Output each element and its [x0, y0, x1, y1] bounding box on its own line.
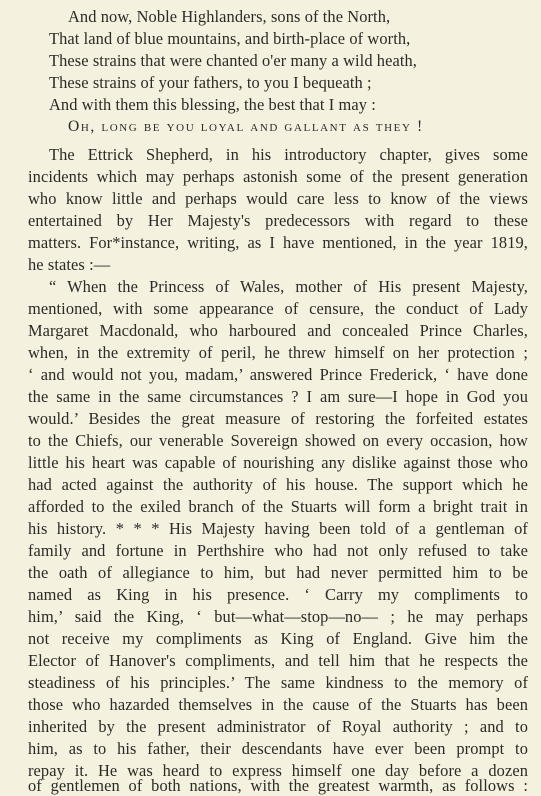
- quote-line: his history. * * * His Majesty having been told of a gentleman of: [28, 519, 528, 538]
- poem-line-closing: Oh, long be you loyal and gallant as they !: [68, 118, 424, 135]
- quote-line: to the Chiefs, our venerable Sovereign showed on every occasion, how: [28, 431, 528, 450]
- quote-line: him,’ said the King, ‘ but—what—stop—no— ; he may perhaps: [28, 607, 528, 626]
- quote-line: the same in the same circumstances ? I am sure—I hope in God you: [28, 387, 528, 406]
- quote-line: repay it. He was heard to express himself one day before a dozen: [28, 761, 528, 780]
- quote-line: not receive my compliments as King of England. Give him the: [28, 629, 528, 648]
- quote-line: afforded to the exiled branch of the Stuarts will form a bright trait in: [28, 497, 528, 516]
- paragraph-line: incidents which may perhaps astonish some of the present generation: [28, 167, 528, 186]
- poem-line: These strains of your fathers, to you I bequeath ;: [49, 73, 372, 92]
- paragraph-line: The Ettrick Shepherd, in his introductory chapter, gives some: [49, 145, 528, 164]
- quote-line: Elector of Hanover's compliments, and tell him that he respects the: [28, 651, 528, 670]
- paragraph-line: who know little and perhaps would care less to know of the views: [28, 189, 528, 208]
- poem-line: And with them this blessing, the best that I may :: [49, 95, 376, 114]
- quote-line: ‘ and would not you, madam,’ answered Prince Frederick, ‘ have done: [28, 365, 528, 384]
- quote-line: family and fortune in Perthshire who had not only refused to take: [28, 541, 528, 560]
- quote-line: would.’ Besides the great measure of restoring the forfeited estates: [28, 409, 528, 428]
- quote-line: the oath of allegiance to him, but had never permitted him to be: [28, 563, 528, 582]
- quote-line: steadiness of his principles.’ The same kindness to the memory of: [28, 673, 528, 692]
- quote-line: named as King in his presence. ‘ Carry my compliments to: [28, 585, 528, 604]
- quote-line: inherited by the present administrator of Royal authority ; and to: [28, 717, 528, 736]
- quote-line: had acted against the authority of his house. The support which he: [28, 475, 528, 494]
- quote-line: “ When the Princess of Wales, mother of His present Majesty,: [49, 277, 528, 296]
- quote-line: those who hazarded themselves in the cause of the Stuarts has been: [28, 695, 528, 714]
- quote-line: Margaret Macdonald, who harboured and concealed Prince Charles,: [28, 321, 528, 340]
- paragraph-line: entertained by Her Majesty's predecessors with regard to these: [28, 211, 528, 230]
- quote-line: mentioned, with some appearance of censure, the conduct of Lady: [28, 299, 528, 318]
- quote-line: little his heart was capable of nourishing any dislike against those who: [28, 453, 528, 472]
- paragraph-line: matters. For*instance, writing, as I have mentioned, in the year 1819,: [28, 233, 528, 252]
- poem-line: And now, Noble Highlanders, sons of the North,: [68, 7, 391, 26]
- quote-line: of gentlemen of both nations, with the greatest warmth, as follows :: [28, 776, 528, 795]
- poem-line: That land of blue mountains, and birth-place of worth,: [49, 29, 411, 48]
- poem-line: These strains that were chanted o'er many a wild heath,: [49, 51, 417, 70]
- quote-line: when, in the extremity of peril, he threw himself on her protection ;: [28, 343, 528, 362]
- quote-line: him, as to his father, their descendants have ever been prompt to: [28, 739, 528, 758]
- paragraph-line: he states :—: [28, 255, 111, 274]
